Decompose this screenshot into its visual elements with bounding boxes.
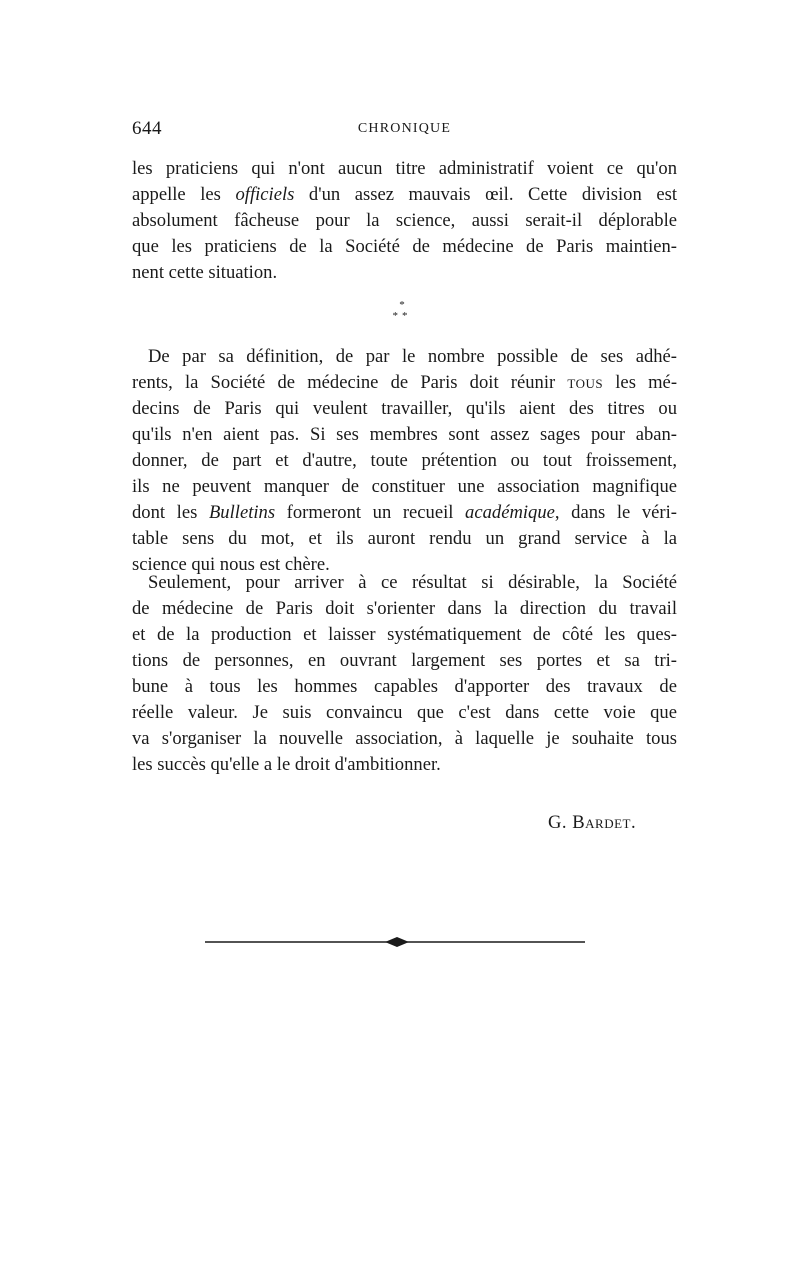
author-signature: [548, 812, 636, 834]
asterism-top: *: [399, 299, 405, 311]
end-rule-ornament: [205, 932, 585, 952]
text-line: table sens du mot, et ils auront rendu un grand service à la: [132, 528, 677, 549]
text-line: que les praticiens de la Société de médecine de Paris maintien-: [132, 236, 677, 257]
asterism-bottom: **: [392, 310, 412, 322]
small-caps-word: tous: [567, 372, 604, 393]
text-line: les praticiens qui n'ont aucun titre administratif voient ce qu'on: [132, 158, 677, 179]
running-title: CHRONIQUE: [357, 121, 452, 136]
signature-name: Bardet.: [572, 812, 637, 833]
page-header: [132, 118, 677, 144]
text-line: Seulement, pour arriver à ce résultat si désirable, la Société: [148, 572, 677, 593]
italic-term-officiels: officiels: [235, 184, 295, 205]
paragraph-conclusion: [132, 570, 677, 778]
text-line: de médecine de Paris doit s'orienter dans la direction du travail: [132, 598, 677, 619]
signature-initial: G.: [548, 812, 573, 833]
page-number: 644: [132, 118, 162, 139]
text-line: les succès qu'elle a le droit d'ambitionner.: [132, 754, 441, 775]
text-line: tions de personnes, en ouvrant largement ses portes et sa tri-: [132, 650, 677, 671]
text-line: nent cette situation.: [132, 262, 278, 283]
text-line: bune à tous les hommes capables d'apporter des travaux de: [132, 676, 677, 697]
text-line: donner, de part et d'autre, toute prétention ou tout froissement,: [132, 450, 677, 471]
diamond-ornament-icon: [385, 937, 409, 947]
text-line: De par sa définition, de par le nombre possible de ses adhé-: [148, 346, 677, 367]
text-line: réelle valeur. Je suis convaincu que c'est dans cette voie que: [132, 702, 677, 723]
text-line: rents, la Société de médecine de Paris doit réunir tous les mé-: [132, 372, 678, 393]
text-line: qu'ils n'en aient pas. Si ses membres sont assez sages pour aban-: [132, 424, 677, 445]
paragraph-definition: [132, 344, 677, 578]
text-line: science qui nous est chère.: [132, 554, 330, 575]
text-line: et de la production et laisser systématiquement de côté les ques-: [132, 624, 677, 645]
text-line: dont les Bulletins formeront un recueil académique, dans le véri-: [132, 502, 677, 523]
text-line: absolument fâcheuse pour la science, aussi serait-il déplorable: [132, 210, 677, 231]
text-line: va s'organiser la nouvelle association, à laquelle je souhaite tous: [132, 728, 677, 749]
italic-term-academique: académique: [465, 502, 555, 523]
text-line: decins de Paris qui veulent travailler, qu'ils aient des titres ou: [132, 398, 677, 419]
paragraph-continuation: [132, 156, 677, 286]
asterism-separator: [382, 300, 422, 330]
italic-term-bulletins: Bulletins: [208, 502, 276, 523]
text-line: appelle les officiels d'un assez mauvais œil. Cette division est: [132, 184, 677, 205]
text-line: ils ne peuvent manquer de constituer une association magnifique: [132, 476, 677, 497]
